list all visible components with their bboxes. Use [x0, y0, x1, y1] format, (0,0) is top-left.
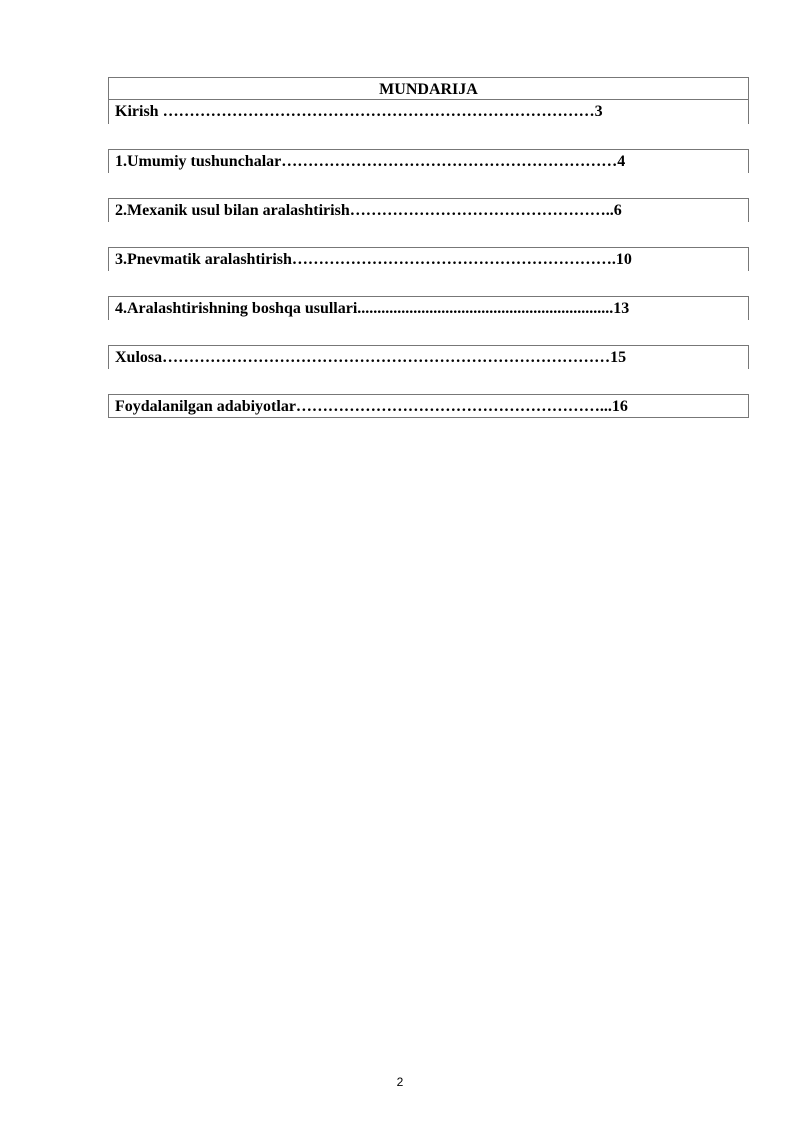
toc-gap — [108, 173, 749, 198]
toc-entry-pnevmatik: 3.Pnevmatik aralashtirish…………………………………………………….10 — [108, 247, 749, 271]
toc-entry-adabiyotlar: Foydalanilgan adabiyotlar…………………………………………………...16 — [108, 394, 749, 418]
toc-entry-xulosa: Xulosa…………………………………………………………………………15 — [108, 345, 749, 369]
toc-gap — [108, 222, 749, 247]
toc-gap — [108, 124, 749, 149]
toc-entry-boshqa-usullar: 4.Aralashtirishning boshqa usullari................................................................13 — [108, 296, 749, 320]
toc-title: MUNDARIJA — [108, 77, 749, 100]
toc-gap — [108, 271, 749, 296]
table-of-contents — [108, 77, 749, 418]
toc-entry-mexanik-usul: 2.Mexanik usul bilan aralashtirish…………………………………………..6 — [108, 198, 749, 222]
toc-entry-umumiy-tushunchalar: 1.Umumiy tushunchalar………………………………………………………4 — [108, 149, 749, 173]
toc-gap — [108, 320, 749, 345]
toc-entry-kirish: Kirish ………………………………………………………………………3 — [108, 100, 749, 124]
toc-gap — [108, 369, 749, 394]
page-number: 2 — [396, 1075, 404, 1089]
